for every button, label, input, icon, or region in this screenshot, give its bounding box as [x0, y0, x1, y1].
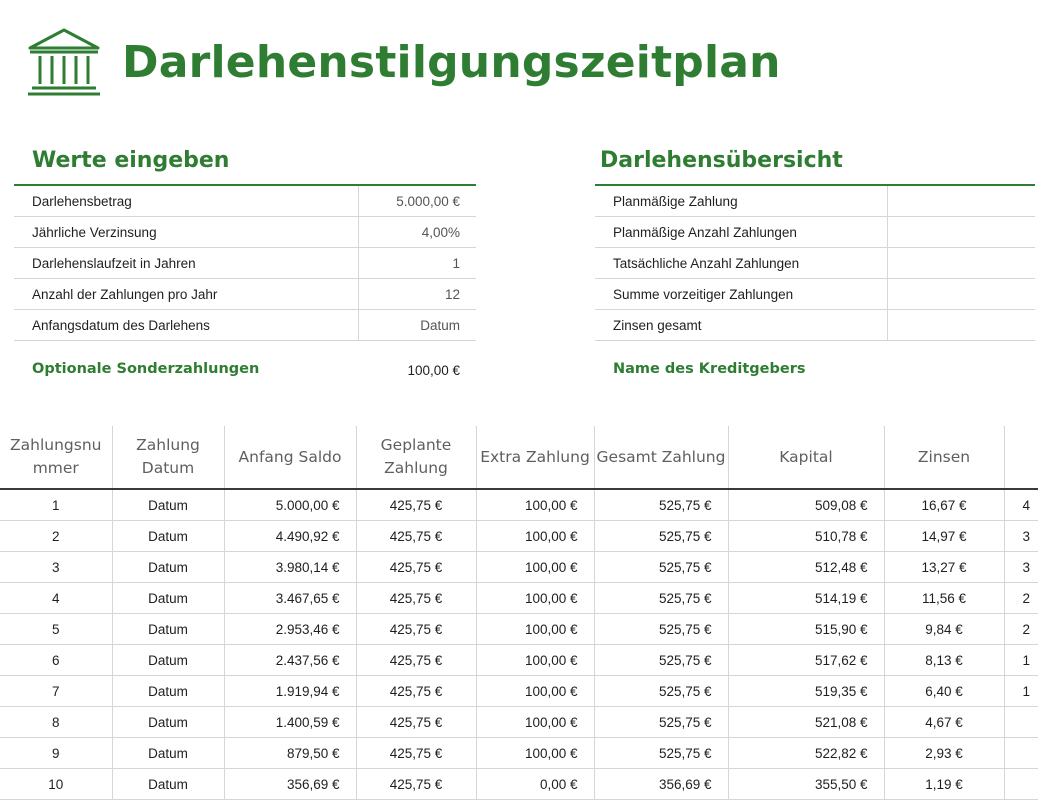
- summary-value-cell[interactable]: [887, 279, 1035, 310]
- table-cell[interactable]: 9,84 €: [884, 614, 1004, 645]
- page-title: Darlehenstilgungszeitplan: [122, 36, 781, 88]
- table-cell[interactable]: 517,62 €: [728, 645, 884, 676]
- summary-label: Planmäßige Anzahl Zahlungen: [595, 217, 887, 248]
- table-cell[interactable]: 519,35 €: [728, 676, 884, 707]
- column-header: Zahlungsnu mmer: [0, 426, 112, 489]
- column-header: Geplante Zahlung: [356, 426, 476, 489]
- table-cell[interactable]: 525,75 €: [594, 707, 728, 738]
- table-cell[interactable]: 8,13 €: [884, 645, 1004, 676]
- lender-name-label: Name des Kreditgebers: [613, 361, 806, 377]
- table-cell[interactable]: 425,75 €: [356, 521, 476, 552]
- summary-value-cell[interactable]: [887, 310, 1035, 341]
- table-cell[interactable]: 7: [0, 676, 112, 707]
- table-cell[interactable]: 512,48 €: [728, 552, 884, 583]
- input-label: Anfangsdatum des Darlehens: [14, 310, 358, 341]
- table-cell[interactable]: 5.000,00 €: [224, 489, 356, 521]
- table-row: [0, 583, 1038, 614]
- table-cell[interactable]: 525,75 €: [594, 489, 728, 521]
- table-cell[interactable]: 425,75 €: [356, 614, 476, 645]
- summary-title: Darlehensübersicht: [600, 148, 843, 173]
- inputs-table: [14, 184, 476, 341]
- table-cell[interactable]: 514,19 €: [728, 583, 884, 614]
- table-cell[interactable]: 879,50 €: [224, 738, 356, 769]
- table-cell[interactable]: 100,00 €: [476, 521, 594, 552]
- column-header: Zinsen: [884, 426, 1004, 489]
- table-row: [0, 738, 1038, 769]
- column-header: Anfang Saldo: [224, 426, 356, 489]
- table-cell[interactable]: 2: [1004, 614, 1038, 645]
- table-cell[interactable]: 425,75 €: [356, 645, 476, 676]
- table-cell[interactable]: 4,67 €: [884, 707, 1004, 738]
- summary-row: [595, 279, 1035, 310]
- table-cell[interactable]: 425,75 €: [356, 583, 476, 614]
- table-row: [0, 489, 1038, 521]
- summary-row: [595, 185, 1035, 217]
- table-cell[interactable]: 355,50 €: [728, 769, 884, 800]
- input-label: Jährliche Verzinsung: [14, 217, 358, 248]
- table-cell[interactable]: 510,78 €: [728, 521, 884, 552]
- summary-label: Tatsächliche Anzahl Zahlungen: [595, 248, 887, 279]
- table-row: [0, 676, 1038, 707]
- input-value-cell[interactable]: 1: [358, 248, 476, 279]
- summary-value-cell[interactable]: [887, 185, 1035, 217]
- schedule-table: [0, 426, 1038, 800]
- table-cell[interactable]: Datum: [112, 645, 224, 676]
- table-cell[interactable]: 9: [0, 738, 112, 769]
- table-cell[interactable]: 13,27 €: [884, 552, 1004, 583]
- optional-payments-value[interactable]: 100,00 €: [407, 363, 460, 378]
- table-cell[interactable]: [1004, 769, 1038, 800]
- table-cell[interactable]: 4: [1004, 489, 1038, 521]
- input-label: Anzahl der Zahlungen pro Jahr: [14, 279, 358, 310]
- table-cell[interactable]: 100,00 €: [476, 676, 594, 707]
- table-cell[interactable]: [1004, 738, 1038, 769]
- column-header: Zahlung Datum: [112, 426, 224, 489]
- table-cell[interactable]: 525,75 €: [594, 552, 728, 583]
- table-cell[interactable]: Datum: [112, 489, 224, 521]
- table-cell[interactable]: 3.467,65 €: [224, 583, 356, 614]
- column-header: Kapital: [728, 426, 884, 489]
- title-bar: [24, 22, 781, 102]
- table-cell[interactable]: Datum: [112, 583, 224, 614]
- input-label: Darlehensbetrag: [14, 185, 358, 217]
- table-cell[interactable]: 100,00 €: [476, 645, 594, 676]
- summary-label: Zinsen gesamt: [595, 310, 887, 341]
- table-row: [0, 521, 1038, 552]
- table-cell[interactable]: 16,67 €: [884, 489, 1004, 521]
- table-cell[interactable]: 425,75 €: [356, 489, 476, 521]
- input-value-cell[interactable]: 5.000,00 €: [358, 185, 476, 217]
- table-cell[interactable]: 2,93 €: [884, 738, 1004, 769]
- table-cell[interactable]: 5: [0, 614, 112, 645]
- table-cell[interactable]: 425,75 €: [356, 552, 476, 583]
- table-cell[interactable]: 2: [1004, 583, 1038, 614]
- summary-label: Planmäßige Zahlung: [595, 185, 887, 217]
- table-cell[interactable]: 1.400,59 €: [224, 707, 356, 738]
- table-cell[interactable]: [1004, 707, 1038, 738]
- table-cell[interactable]: 4.490,92 €: [224, 521, 356, 552]
- table-cell[interactable]: 11,56 €: [884, 583, 1004, 614]
- table-cell[interactable]: 425,75 €: [356, 707, 476, 738]
- input-row: [14, 279, 476, 310]
- column-header: Extra Zahlung: [476, 426, 594, 489]
- table-cell[interactable]: 2: [0, 521, 112, 552]
- table-cell[interactable]: Datum: [112, 676, 224, 707]
- inputs-title: Werte eingeben: [32, 148, 230, 173]
- table-cell[interactable]: 100,00 €: [476, 738, 594, 769]
- summary-label: Summe vorzeitiger Zahlungen: [595, 279, 887, 310]
- table-row: [0, 552, 1038, 583]
- summary-row: [595, 248, 1035, 279]
- table-cell[interactable]: 515,90 €: [728, 614, 884, 645]
- table-cell[interactable]: 525,75 €: [594, 583, 728, 614]
- table-cell[interactable]: 6,40 €: [884, 676, 1004, 707]
- summary-value-cell[interactable]: [887, 217, 1035, 248]
- column-header-overflow: [1004, 426, 1038, 489]
- input-value-cell[interactable]: Datum: [358, 310, 476, 341]
- table-cell[interactable]: 425,75 €: [356, 676, 476, 707]
- table-cell[interactable]: 100,00 €: [476, 552, 594, 583]
- optional-payments-label: Optionale Sonderzahlungen: [32, 361, 260, 377]
- input-row: [14, 310, 476, 341]
- table-cell[interactable]: 2.437,56 €: [224, 645, 356, 676]
- input-row: [14, 248, 476, 279]
- table-cell[interactable]: 1: [0, 489, 112, 521]
- table-cell[interactable]: 525,75 €: [594, 738, 728, 769]
- table-cell[interactable]: 509,08 €: [728, 489, 884, 521]
- table-cell[interactable]: 525,75 €: [594, 645, 728, 676]
- table-cell[interactable]: 525,75 €: [594, 614, 728, 645]
- table-cell[interactable]: 1.919,94 €: [224, 676, 356, 707]
- table-cell[interactable]: 0,00 €: [476, 769, 594, 800]
- input-value-cell[interactable]: 4,00%: [358, 217, 476, 248]
- table-row: [0, 769, 1038, 800]
- table-cell[interactable]: 100,00 €: [476, 614, 594, 645]
- table-row: [0, 645, 1038, 676]
- table-row: [0, 707, 1038, 738]
- table-cell[interactable]: 100,00 €: [476, 707, 594, 738]
- table-cell[interactable]: 525,75 €: [594, 676, 728, 707]
- table-cell[interactable]: 3.980,14 €: [224, 552, 356, 583]
- table-cell[interactable]: 521,08 €: [728, 707, 884, 738]
- summary-row: [595, 310, 1035, 341]
- table-cell[interactable]: 525,75 €: [594, 521, 728, 552]
- table-cell[interactable]: 3: [1004, 521, 1038, 552]
- table-cell[interactable]: Datum: [112, 707, 224, 738]
- table-cell[interactable]: 2.953,46 €: [224, 614, 356, 645]
- table-cell[interactable]: 8: [0, 707, 112, 738]
- summary-value-cell[interactable]: [887, 248, 1035, 279]
- table-row: [0, 614, 1038, 645]
- table-cell[interactable]: Datum: [112, 614, 224, 645]
- summary-table: [595, 184, 1035, 341]
- bank-icon: [24, 22, 104, 102]
- table-cell[interactable]: 356,69 €: [594, 769, 728, 800]
- table-cell[interactable]: 1: [1004, 645, 1038, 676]
- table-cell[interactable]: 3: [0, 552, 112, 583]
- table-cell[interactable]: 10: [0, 769, 112, 800]
- table-cell[interactable]: Datum: [112, 521, 224, 552]
- input-row: [14, 185, 476, 217]
- column-header: Gesamt Zahlung: [594, 426, 728, 489]
- table-cell[interactable]: 425,75 €: [356, 738, 476, 769]
- summary-row: [595, 217, 1035, 248]
- input-label: Darlehenslaufzeit in Jahren: [14, 248, 358, 279]
- table-cell[interactable]: 356,69 €: [224, 769, 356, 800]
- table-cell[interactable]: 1,19 €: [884, 769, 1004, 800]
- table-cell[interactable]: Datum: [112, 738, 224, 769]
- table-cell[interactable]: 100,00 €: [476, 583, 594, 614]
- table-cell[interactable]: 100,00 €: [476, 489, 594, 521]
- table-cell[interactable]: 14,97 €: [884, 521, 1004, 552]
- table-cell[interactable]: 3: [1004, 552, 1038, 583]
- table-cell[interactable]: 522,82 €: [728, 738, 884, 769]
- table-cell[interactable]: Datum: [112, 552, 224, 583]
- input-value-cell[interactable]: 12: [358, 279, 476, 310]
- table-cell[interactable]: Datum: [112, 769, 224, 800]
- table-cell[interactable]: 6: [0, 645, 112, 676]
- table-cell[interactable]: 425,75 €: [356, 769, 476, 800]
- table-cell[interactable]: 1: [1004, 676, 1038, 707]
- table-cell[interactable]: 4: [0, 583, 112, 614]
- input-row: [14, 217, 476, 248]
